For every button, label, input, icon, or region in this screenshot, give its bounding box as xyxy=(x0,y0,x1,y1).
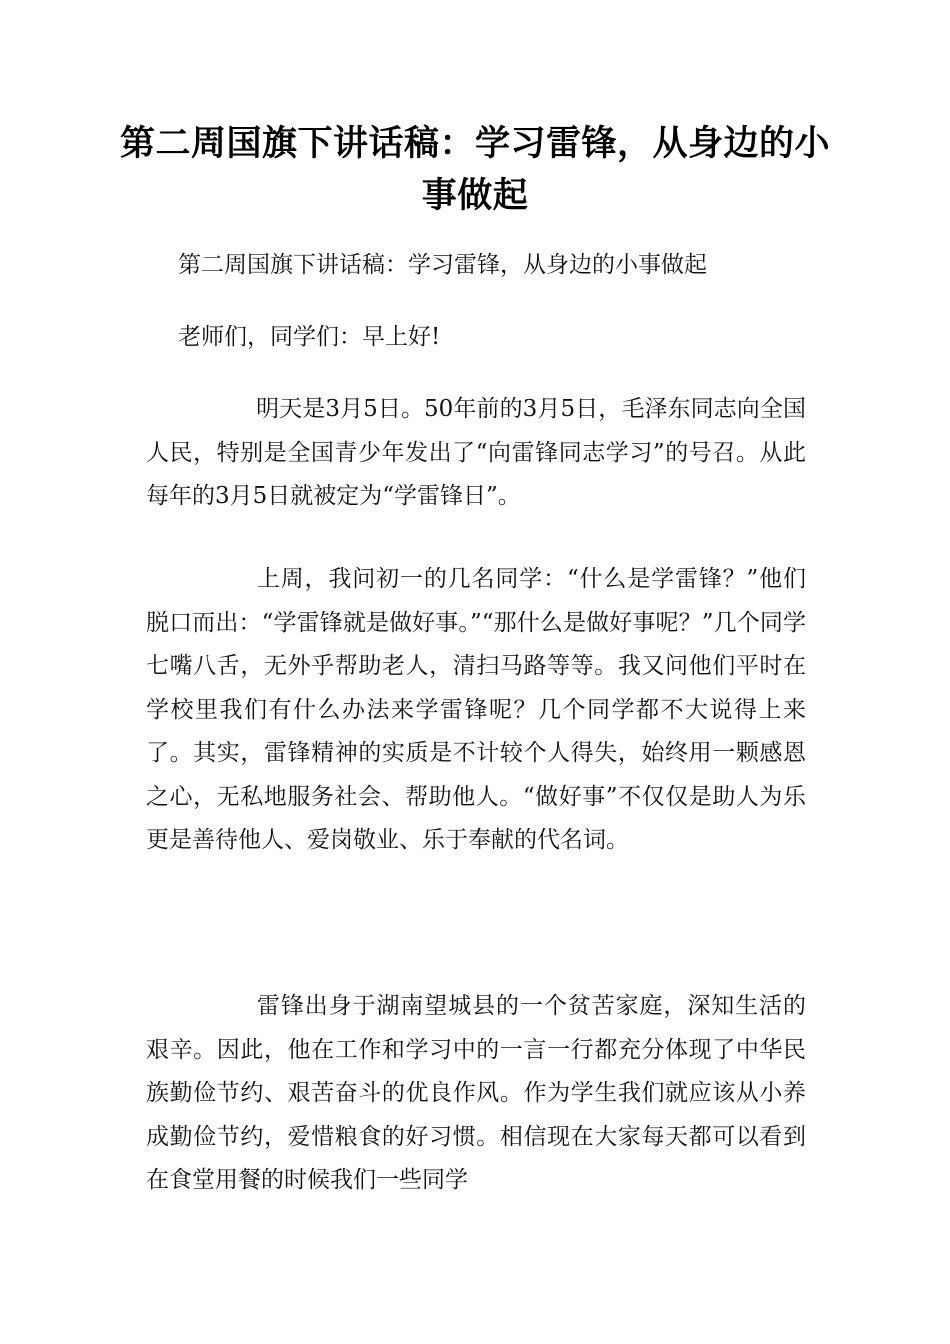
greeting-line: 老师们，同学们：早上好! xyxy=(178,324,441,350)
document-subtitle: 第二周国旗下讲话稿：学习雷锋，从身边的小事做起 xyxy=(178,252,707,278)
body-paragraph xyxy=(146,388,806,519)
paragraph-text: 明天是3月5日。50年前的3月5日，毛泽东同志向全国人民，特别是全国青少年发出了“向雷锋同志学习”的号召。从此每年的3月5日就被定为“学雷锋日”。 xyxy=(146,396,806,509)
document-title: 第二周国旗下讲话稿：学习雷锋，从身边的小事做起 xyxy=(120,124,831,216)
body-paragraph xyxy=(146,985,806,1203)
paragraph-text: 雷锋出身于湖南望城县的一个贫苦家庭，深知生活的艰辛。因此，他在工作和学习中的一言一行都充分体现了中华民族勤俭节约、艰苦奋斗的优良作风。作为学生我们就应该从小养成勤俭节约，爱惜粮食的好习惯。相信现在大家每天都可以看到在食堂用餐的时候我们一些同学 xyxy=(146,993,806,1193)
paragraph-text: 上周，我问初一的几名同学：“什么是学雷锋？”他们脱口而出：“学雷锋就是做好事。”“那什么是做好事呢？”几个同学七嘴八舌，无外乎帮助老人，清扫马路等等。我又问他们平时在学校里我们有什么办法来学雷锋呢？几个同学都不大说得上来了。其实，雷锋精神的实质是不计较个人得失，始终用一颗感恩之心，无私地服务社会、帮助他人。“做好事”不仅仅是助人为乐更是善待他人、爱岗敬业、乐于奉献的代名词。 xyxy=(146,566,806,853)
body-paragraph xyxy=(146,558,806,863)
